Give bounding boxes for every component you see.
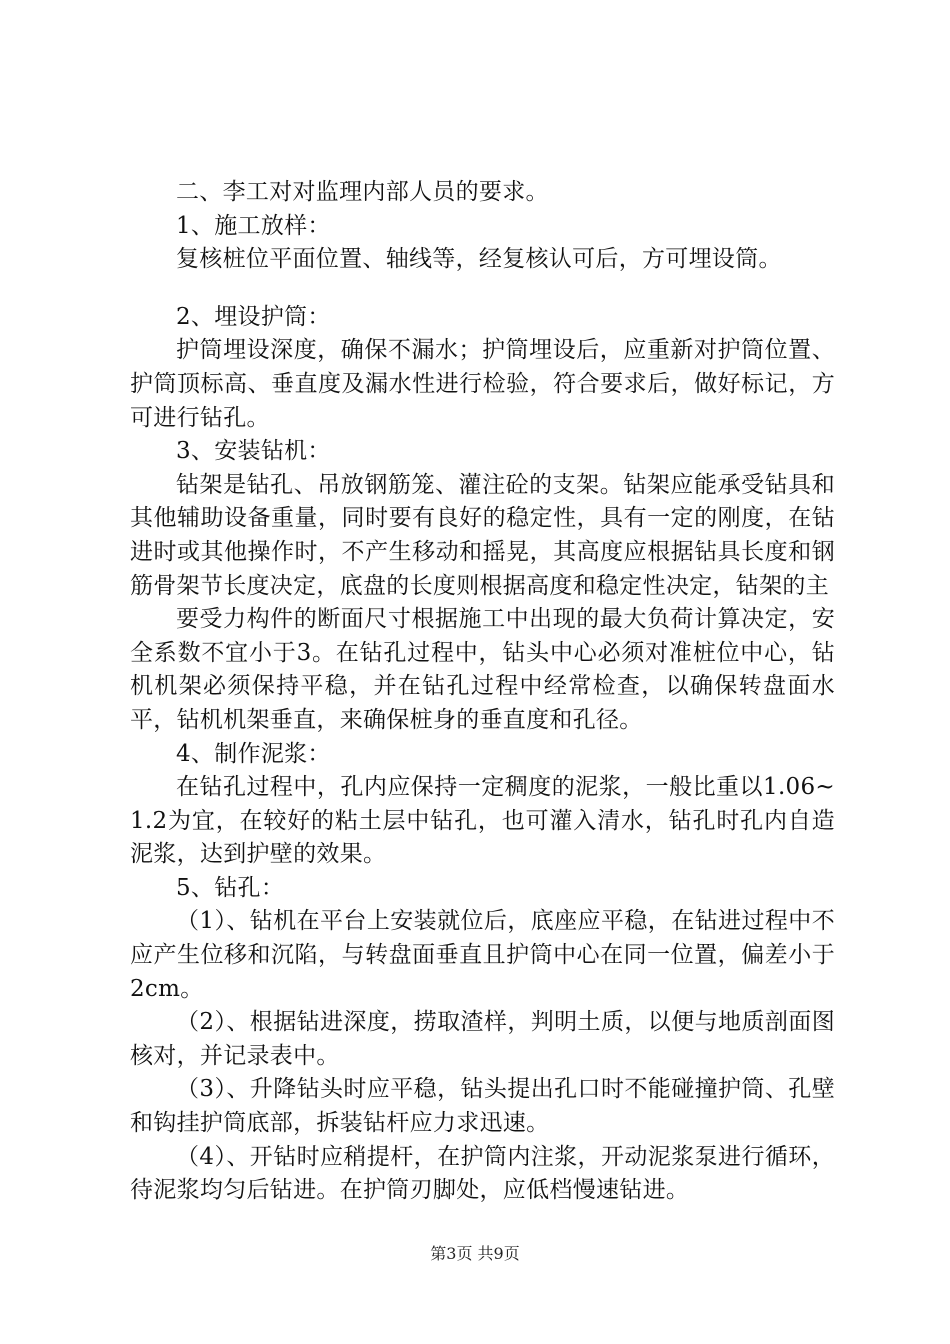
- subsection-heading-drilling: 5、钻孔：: [176, 874, 285, 901]
- subsection-heading-layout: 1、施工放样：: [176, 212, 331, 239]
- paragraph-rig-2: 要受力构件的断面尺寸根据施工中出现的最大负荷计算决定，安全系数不宜小于3。在钻孔过程中，钻头中心必须对准桩位中心，钻机机架必须保持平稳，并在钻孔过程中经常检查，以确保转盘面水平，钻机机架垂直，来确保桩身的垂直度和孔径。: [130, 606, 835, 733]
- subsection-heading-casing: 2、埋设护筒：: [176, 303, 331, 330]
- subsection-heading-slurry: 4、制作泥浆：: [176, 740, 331, 767]
- subsection-heading-rig: 3、安装钻机：: [176, 438, 331, 465]
- paragraph-drilling-4: （4）、开钻时应稍提杆，在护筒内注浆，开动泥浆泵进行循环，待泥浆均匀后钻进。在护筒刃脚处，应低档慢速钻进。: [130, 1143, 835, 1204]
- paragraph-gap: [130, 277, 835, 301]
- paragraph-drilling-3: （3）、升降钻头时应平稳，钻头提出孔口时不能碰撞护筒、孔壁和钩挂护筒底部，拆装钻杆应力求迅速。: [130, 1076, 835, 1137]
- paragraph-drilling-1: （1）、钻机在平台上安装就位后，底座应平稳，在钻进过程中不应产生位移和沉陷，与转盘面垂直且护筒中心在同一位置，偏差小于2cm。: [130, 908, 835, 1002]
- section-heading: 二、李工对对监理内部人员的要求。: [176, 179, 549, 205]
- paragraph-drilling-2: （2）、根据钻进深度，捞取渣样，判明土质，以便与地质剖面图核对，并记录表中。: [130, 1009, 835, 1069]
- page-number: 第3页 共9页: [430, 1244, 520, 1263]
- paragraph-layout: 复核桩位平面位置、轴线等，经复核认可后，方可埋设筒。: [176, 246, 782, 273]
- document-body: [130, 176, 835, 1208]
- paragraph-casing: 护筒埋设深度，确保不漏水；护筒埋设后，应重新对护筒位置、护筒顶标高、垂直度及漏水性进行检验，符合要求后，做好标记，方可进行钻孔。: [130, 337, 835, 431]
- paragraph-slurry: 在钻孔过程中，孔内应保持一定稠度的泥浆，一般比重以1.06~1.2为宜，在较好的粘土层中钻孔，也可灌入清水，钻孔时孔内自造泥浆，达到护壁的效果。: [130, 774, 835, 868]
- paragraph-rig-1: 钻架是钻孔、吊放钢筋笼、灌注砼的支架。钻架应能承受钻具和其他辅助设备重量，同时要有良好的稳定性，具有一定的刚度，在钻进时或其他操作时，不产生移动和摇晃，其高度应根据钻具长度和钢筋骨架节长度决定，底盘的长度则根据高度和稳定性决定，钻架的主: [130, 471, 835, 599]
